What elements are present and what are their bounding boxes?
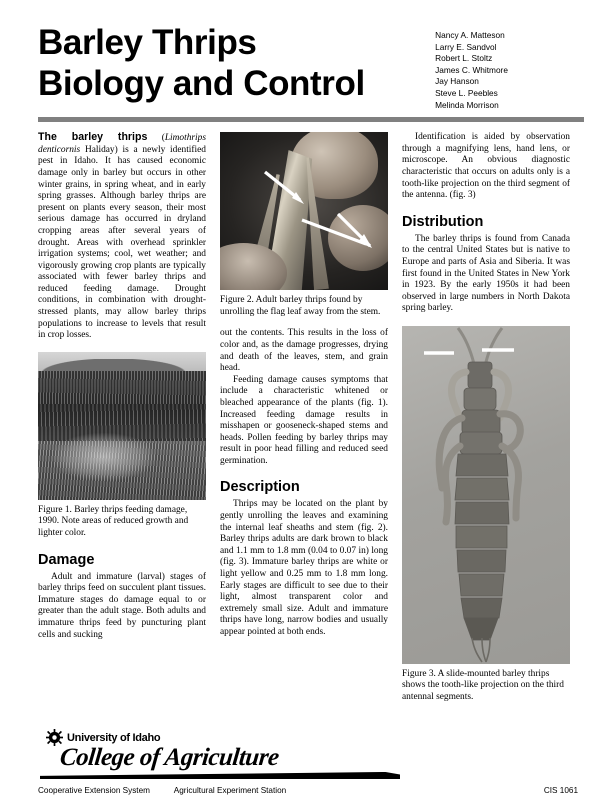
author-name: Larry E. Sandvol <box>435 41 497 52</box>
author-name: Robert L. Stoltz <box>435 53 493 64</box>
logo-swoosh-rule <box>40 772 400 779</box>
scientific-name: Limothrips denticornis <box>38 133 206 155</box>
publication-code: CIS 1061 <box>543 786 578 795</box>
heading-description: Description <box>220 479 300 496</box>
title-block <box>38 22 435 104</box>
author-name: Jay Hanson <box>435 76 479 87</box>
figure-1-caption: Figure 1. Barley thrips feeding damage, 1990. Note areas of reduced growth and lighter color. <box>38 504 189 539</box>
figure-1-photo-barley-field <box>38 352 206 500</box>
figure-1 <box>38 352 206 540</box>
column-2 <box>220 132 388 638</box>
description-paragraph: Thrips may be located on the plant by gently unrolling the leaves and examining the internal leaf sheaths and stem (fig. 2). Barley thrips adults are dark brown to black and 1.1 mm to 1.8 mm (0.04 to 0.07 in) long (fig. 3). Immature barley thrips are white or light yellow and 0.25 mm to 1.8 mm long. Early stages are difficult to see due to their light, almost transparent color and extremely small size. Adult and immature thrips have long, narrow bodies and usually appear pointed at both ends. <box>220 499 388 637</box>
distribution-paragraph: The barley thrips is found from Canada to the central United States but is native to Europe and parts of Asia and Siberia. It was first found in the United States in New York in 1923. By the early 1950s it had been observed in large numbers in North Dakota spring barley. <box>402 233 570 314</box>
column-1 <box>38 132 206 641</box>
damage-paragraph: Adult and immature (larval) stages of barley thrips feed on succulent plant tissues. Immature stages do damage equal to or greater than the adult stage. Both adults and immature thrips feed by puncturing plant cells and sucking <box>38 571 206 640</box>
footer-experiment-station: Agricultural Experiment Station <box>173 786 287 795</box>
page-title-line-1: Barley Thrips <box>38 23 257 62</box>
heading-distribution: Distribution <box>402 213 484 230</box>
author-name: Nancy A. Matteson <box>435 30 505 40</box>
page-header <box>38 22 584 111</box>
figure-2-caption: Figure 2. Adult barley thrips found by unrolling the flag leaf away from the stem. <box>220 295 381 317</box>
intro-paragraph <box>38 132 206 342</box>
feeding-damage-paragraph: Feeding damage causes symptoms that include a characteristic whitened or bleached appearance of the plants (fig. 1). Increased feeding damage results in misshapen or gooseneck-shaped stems and heads. Pollen feeding by barley thrips may result in poor head filling and reduced seed germination. <box>220 374 388 466</box>
figure-2-pointer-arrows <box>220 132 388 290</box>
author-name: Melinda Morrison <box>435 99 499 110</box>
footer-left-text <box>38 786 308 795</box>
three-column-body <box>38 132 584 704</box>
author-list <box>435 22 584 111</box>
university-logo-block <box>38 729 578 785</box>
footer-extension-system: Cooperative Extension System <box>38 786 150 795</box>
university-name: University of Idaho <box>67 731 161 744</box>
identification-paragraph: Identification is aided by observation through a magnifying lens, hand lens, or microscope. An obvious diagnostic characteristic that occurs on adults only is a tooth-like projection on the third segment of the antenna. (fig. 3) <box>402 132 570 201</box>
figure-3-caption: Figure 3. A slide-mounted barley thrips shows the tooth-like projection on the third antennal segments. <box>402 668 564 703</box>
figure-2 <box>220 132 388 318</box>
thrips-specimen-illustration <box>402 326 570 664</box>
page-footer <box>38 729 578 795</box>
heading-damage: Damage <box>38 551 95 568</box>
author-name: Steve L. Peebles <box>435 87 498 98</box>
footer-text-line <box>38 786 578 795</box>
intro-lead-in: The barley thrips <box>38 131 148 144</box>
damage-continuation-paragraph: out the contents. This results in the loss of color and, as the damage progresses, drying and death of the leaves, stem, and grain head. <box>220 328 388 374</box>
column-3 <box>402 132 570 704</box>
intro-body-text: Haliday) is a newly identified pest in Idaho. It has caused economic damage only in barley but occurs in other winter grains, in spring wheat, and in early spring grasses. Although barley thrips are present on plants every season, their most serious damage has occurred in dryland cropping areas after several years of drought. Areas with overhead sprinkler irrigation systems; cool, wet weather; and vigorously growing crop plants are typically associated with fewer barley thrips and reduced feeding damage. Drought conditions, in combination with drought-stressed plants, may allow barley thrips populations to increase to levels that result in crop losses. <box>38 144 206 341</box>
page-title-line-2: Biology and Control <box>38 64 365 103</box>
author-name: James C. Whitmore <box>435 64 508 75</box>
figure-3 <box>402 326 570 704</box>
college-name: College of Agriculture <box>58 744 281 771</box>
figure-3-photo-slide-mounted-thrips <box>402 326 570 664</box>
sci-name-open: ( <box>147 133 165 144</box>
header-divider-rule <box>38 117 584 122</box>
figure-2-photo-flag-leaf <box>220 132 388 290</box>
